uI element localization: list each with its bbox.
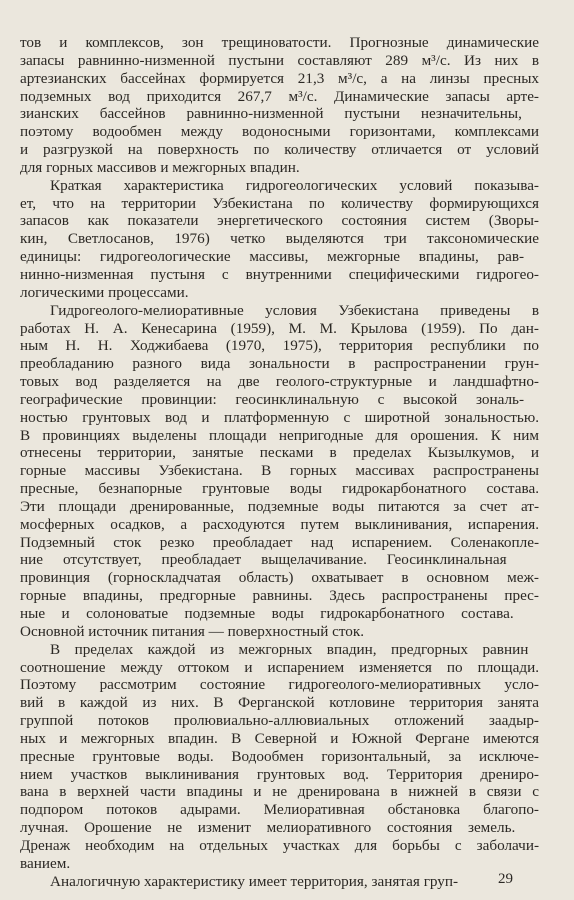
text-line: лучная. Орошение не изменит мелиоративного состояния земель. — [20, 819, 516, 837]
text-line: соотношение между оттоком и испарением изменяется по площади. — [20, 658, 539, 676]
text-line: Краткая характеристика гидрогеологических условий показыва- — [50, 176, 539, 194]
paragraph-1 — [20, 34, 539, 177]
paragraph-3 — [20, 302, 539, 641]
text-line: ные и солоноватые подземные воды гидрокарбонатного состава. — [20, 605, 514, 622]
paragraph-2 — [20, 177, 539, 302]
text-line: географические провинции: геосинклинальную с высокой зональ- — [20, 390, 525, 408]
text-line: для горных массивов и межгорных впадин. — [20, 158, 300, 176]
text-line: товых вод разделяется на две геолого-структурные и ландшафтно- — [20, 373, 539, 391]
text-line: В пределах каждой из межгорных впадин, предгорных равнин — [50, 640, 529, 658]
text-line: горные впадины, предгорные равнины. Здесь распространены прес- — [20, 587, 539, 605]
page-number: 29 — [498, 871, 513, 887]
text-line: горные массивы Узбекистана. В горных массивах распространены — [20, 462, 539, 480]
paragraph-4 — [20, 641, 539, 873]
text-line: тов и комплексов, зон трещиноватости. Прогнозные динамические — [20, 34, 539, 51]
text-line: артезианских бассейнах формируется 21,3 м³/с, а на линзы пресных — [20, 69, 539, 87]
text-line: ет, что на территории Узбекистана по количеству формирующихся — [20, 194, 539, 212]
body-text — [20, 34, 539, 891]
text-line: единицы: гидрогеологические массивы, межгорные впадины, рав- — [20, 248, 525, 266]
text-line: В провинциях выделены площади непригодные для орошения. К ним — [20, 426, 540, 444]
text-line: ностью грунтовых вод и платформенную с широтной зональностью. — [20, 408, 539, 426]
text-line: подпором потоков адырами. Мелиоративная обстановка благопо- — [20, 801, 539, 819]
text-line: запасы равнинно-низменной пустыни составляют 289 м³/с. Из них в — [20, 51, 539, 69]
text-line: группой потоков пролювиально-аллювиальных отложений заадыр- — [20, 712, 539, 730]
text-line: вий в каждой из них. В Ферганской котловине территория занята — [20, 694, 540, 712]
text-line: пресные грунтовые воды. Водообмен горизонтальный, за исключе- — [20, 747, 539, 765]
text-line: поэтому водообмен между водоносными горизонтами, комплексами — [20, 123, 539, 141]
text-line: логическими процессами. — [20, 283, 189, 301]
text-line: провинция (горноскладчатая область) охватывает в основном меж- — [20, 569, 539, 587]
text-line: мосферных осадков, а расходуются путем выклинивания, испарения. — [20, 515, 540, 533]
text-line: нинно-низменная пустыня с внутренними специфическими гидрогео- — [20, 265, 539, 283]
text-line: Основной источник питания — поверхностный сток. — [20, 622, 365, 640]
text-line: пресные, безнапорные грунтовые воды гидрокарбонатного состава. — [20, 480, 539, 498]
text-line: отнесены территории, занятые песками в пределах Кызылкумов, и — [20, 444, 539, 462]
text-line: кин, Светлосанов, 1976) четко выделяются три таксономические — [20, 230, 539, 248]
text-line: Поэтому рассмотрим состояние гидрогеолого-мелиоративных усло- — [20, 676, 539, 694]
text-line: ных и межгорных впадин. В Северной и Южной Фергане имеются — [20, 729, 539, 747]
text-line: и разгрузкой на поверхность по количеству отличается от условий — [20, 141, 540, 159]
text-line: нием участков выклинивания грунтовых вод. Территория дрениро- — [20, 765, 539, 783]
text-line: ние отсутствует, преобладает выщелачивание. Геосинклинальная — [20, 551, 507, 569]
text-line: работах Н. А. Кенесарина (1959), М. М. Крылова (1959). По дан- — [20, 319, 539, 337]
paragraph-5 — [20, 873, 539, 891]
text-line: вана в верхней части впадины и не дренирована в нижней в связи с — [20, 783, 539, 801]
text-line: запасов как показатели энергетического состояния систем (Зворы- — [20, 212, 539, 230]
text-line: преобладанию разного вида зональности в распространении грун- — [20, 355, 539, 373]
text-line: зианских бассейнов равнинно-низменной пустыни незначительны, — [20, 105, 522, 123]
text-line: ванием. — [20, 854, 71, 872]
text-line: Аналогичную характеристику имеет территория, занятая груп- — [50, 872, 459, 890]
text-line: подземных вод приходится 267,7 м³/с. Динамические запасы арте- — [20, 87, 539, 105]
text-line: Эти площади дренированные, подземные воды питаются за счет ат- — [20, 497, 539, 515]
text-line: Дренаж необходим на отдельных участках для борьбы с заболачи- — [20, 836, 539, 854]
text-line: ным Н. Н. Ходжибаева (1970, 1975), территория республики по — [20, 337, 539, 355]
text-line: Гидрогеолого-мелиоративные условия Узбекистана приведены в — [50, 301, 539, 319]
text-line: Подземный сток резко преобладает над испарением. Соленакопле- — [20, 533, 539, 551]
